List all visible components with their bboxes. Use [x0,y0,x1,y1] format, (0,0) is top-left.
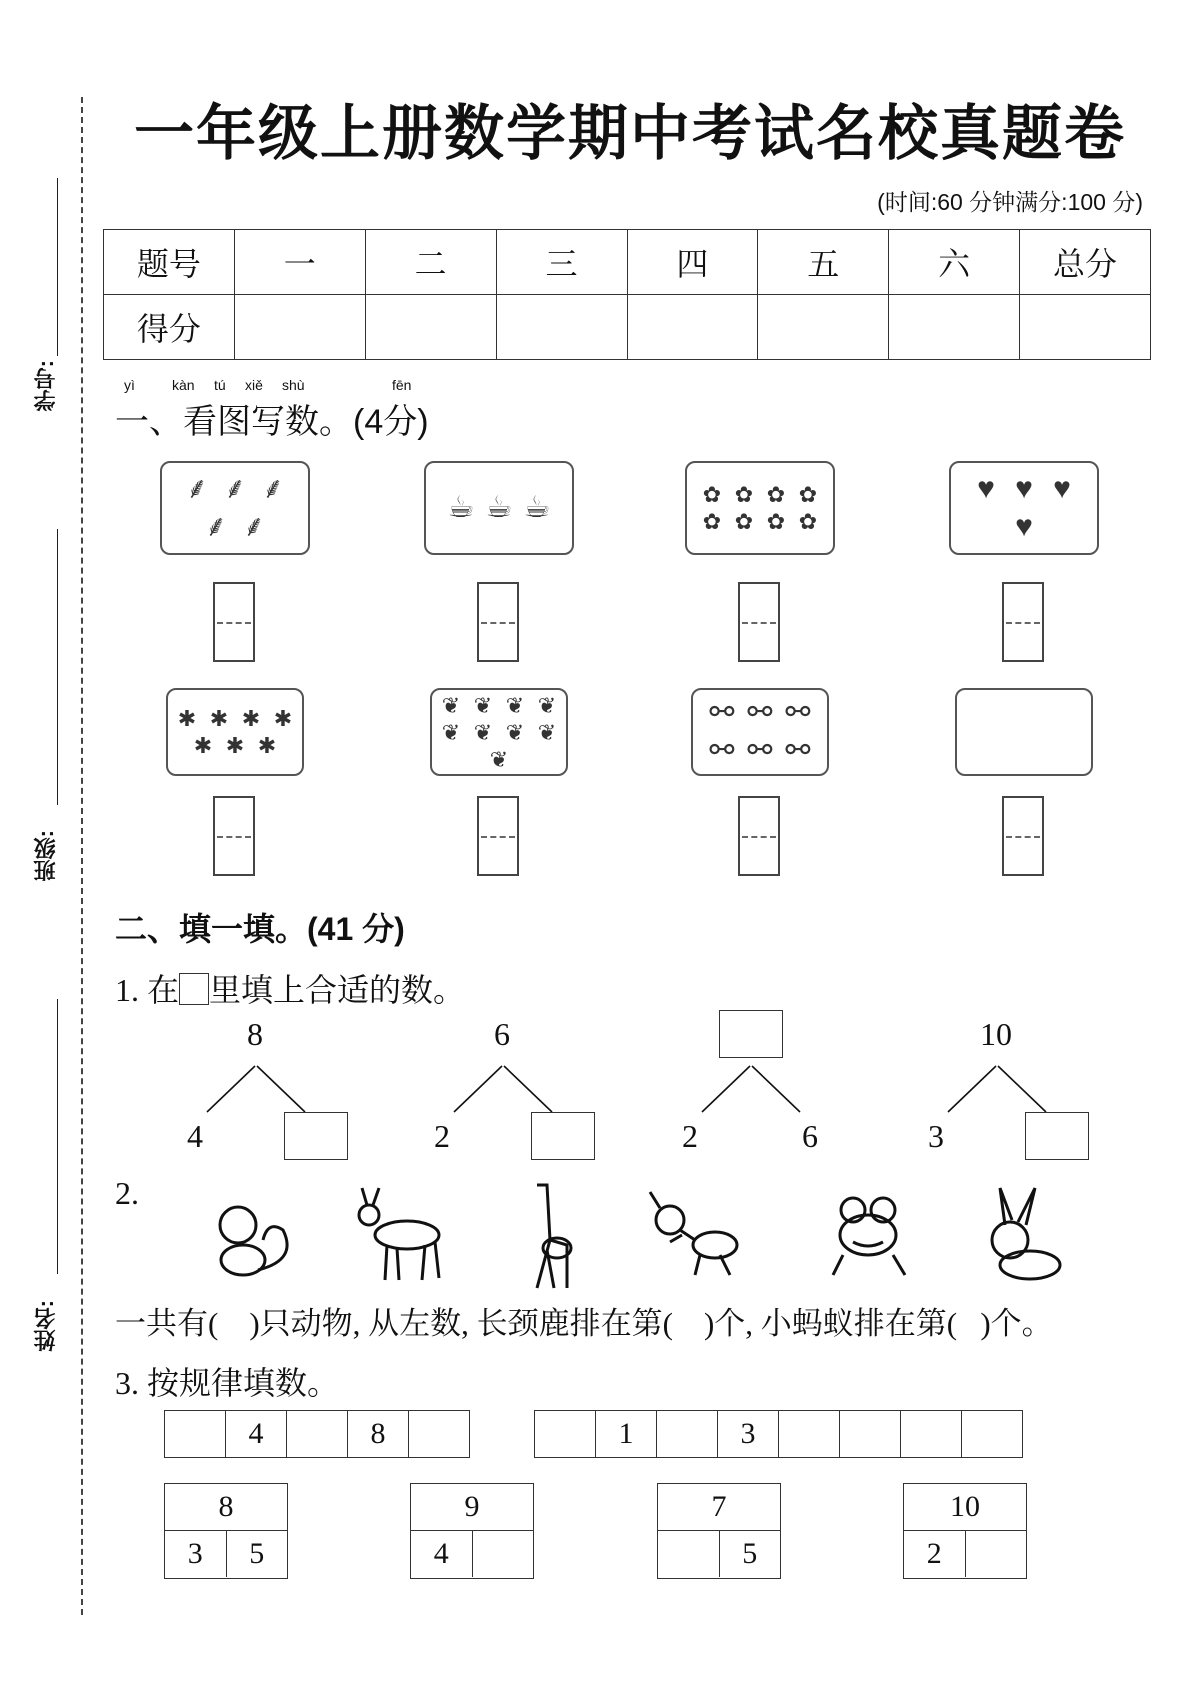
header-cell: 六 [889,230,1020,295]
parts-row [904,1531,1026,1577]
section2-heading: 二、填一填。(41 分) [115,911,405,947]
score-cell[interactable] [1020,295,1151,360]
sequence-number: 4 [226,1411,287,1457]
bond-answer-box[interactable] [719,1010,783,1058]
score-cell[interactable] [627,295,758,360]
dragonfly-icon: ✱ [225,733,245,758]
sequence-blank[interactable] [962,1411,1022,1457]
header-cell: 题号 [104,230,235,295]
sequence-number: 3 [718,1411,779,1457]
exam-info: (时间:60 分钟满分:100 分) [877,189,1143,215]
cup-icon: ☕ [485,491,513,524]
sequence-number: 8 [348,1411,409,1457]
strawberry-icon: ♥ [1053,472,1071,505]
binding-dashed-line [81,97,83,1615]
dragonfly-icon: ✱ [257,733,277,758]
cup-icon: ☕ [447,491,475,524]
score-cell[interactable] [234,295,365,360]
bond-number: 8 [247,1016,263,1052]
rabbit-icon: ⸙ [185,472,209,505]
bone-icon: ⚯ [785,734,811,767]
picture-box [430,688,568,776]
header-cell: 四 [627,230,758,295]
picture-box [685,461,835,555]
frog-icon [813,1180,923,1290]
score-cell[interactable] [758,295,889,360]
pepper-icon: ❦ [537,719,557,745]
rabbit-icon: ⸙ [204,510,228,543]
number-composition-box [410,1483,534,1579]
sequence-row-2 [534,1410,1023,1458]
sequence-blank[interactable] [165,1411,226,1457]
number-composition-box [657,1483,781,1579]
page-title: 一年级上册数学期中考试名校真题卷 [134,100,1126,167]
answer-box[interactable] [738,582,780,662]
row-label: 得分 [104,295,235,360]
parts-row [658,1531,780,1577]
pepper-icon: ❦ [473,719,493,745]
q1-prefix: 1. 在 [115,972,180,1008]
picture-box [424,461,574,555]
header-cell: 总分 [1020,230,1151,295]
total-number: 10 [904,1484,1026,1531]
score-table-header-row [104,230,1151,295]
bond-number: 6 [802,1118,818,1154]
bone-icon: ⚯ [709,734,735,767]
bone-icon: ⚯ [747,734,773,767]
part-blank[interactable] [966,1531,1027,1577]
bond-number: 3 [928,1118,944,1154]
pinyin: shù [282,377,305,393]
flower-icon: ✿ [766,509,786,534]
rabbit-icon: ⸙ [223,472,247,505]
pepper-icon: ❦ [505,692,525,718]
sequence-blank[interactable] [779,1411,840,1457]
part-blank[interactable] [658,1531,720,1577]
name-label: 姓名: [33,1300,58,1352]
part-number: 4 [411,1531,473,1577]
q1-instruction [115,965,465,1011]
bone-icon: ⚯ [747,696,773,729]
q1-suffix: 里填上合适的数。 [209,972,466,1008]
pinyin: yì [124,377,135,393]
pinyin: fēn [392,377,412,393]
deer-icon [347,1180,457,1290]
sequence-blank[interactable] [657,1411,718,1457]
number-composition-box [164,1483,288,1579]
name-line [57,999,58,1274]
picture-box [949,461,1099,555]
dragonfly-icon: ✱ [209,706,229,731]
ant-icon [640,1180,750,1290]
picture-box [955,688,1093,776]
part-number: 5 [742,1537,758,1570]
total-number: 8 [165,1484,287,1531]
bond-number: 2 [434,1118,450,1154]
header-cell: 三 [496,230,627,295]
q2-sentence: 一共有( )只动物, 从左数, 长颈鹿排在第( )个, 小蚂蚁排在第( )个。 [115,1306,1053,1341]
student-id-line [57,178,58,356]
header-cell: 二 [365,230,496,295]
flower-icon: ✿ [734,482,754,507]
flower-icon: ✿ [798,509,818,534]
sequence-blank[interactable] [287,1411,348,1457]
box-icon [179,973,209,1005]
strawberry-icon: ♥ [977,472,995,505]
total-number: 7 [658,1484,780,1531]
answer-box[interactable] [1002,582,1044,662]
bond-answer-box[interactable] [284,1112,348,1160]
pepper-icon: ❦ [441,719,461,745]
answer-box[interactable] [1002,796,1044,876]
bond-number: 10 [980,1016,1012,1052]
pinyin: tú [214,377,226,393]
sequence-blank[interactable] [535,1411,596,1457]
sequence-blank[interactable] [409,1411,469,1457]
bond-number: 2 [682,1118,698,1154]
flower-icon: ✿ [702,509,722,534]
pepper-icon: ❦ [473,692,493,718]
answer-box[interactable] [477,582,519,662]
answer-box[interactable] [738,796,780,876]
pepper-icon: ❦ [505,719,525,745]
rabbit-icon: ⸙ [242,510,266,543]
picture-box [166,688,304,776]
strawberry-icon: ♥ [1015,510,1033,543]
flower-icon: ✿ [798,482,818,507]
header-cell: 一 [234,230,365,295]
part-number: 2 [904,1531,966,1577]
bond-number: 4 [187,1118,203,1154]
number-composition-box [903,1483,1027,1579]
bone-icon: ⚯ [709,696,735,729]
q3-label: 3. 按规律填数。 [115,1365,340,1401]
score-cell[interactable] [496,295,627,360]
class-line [57,529,58,805]
sequence-blank[interactable] [840,1411,901,1457]
dragonfly-icon: ✱ [177,706,197,731]
parts-row [411,1531,533,1577]
answer-box[interactable] [477,796,519,876]
giraffe-icon [492,1180,602,1290]
squirrel-icon [198,1180,308,1290]
pepper-icon: ❦ [489,746,509,772]
part-number: 3 [165,1531,227,1577]
answer-box[interactable] [213,796,255,876]
cup-icon: ☕ [523,491,551,524]
flower-icon: ✿ [702,482,722,507]
dragonfly-icon: ✱ [193,733,213,758]
sequence-number: 1 [596,1411,657,1457]
strawberry-icon: ♥ [1015,472,1033,505]
header-cell: 五 [758,230,889,295]
bone-icon: ⚯ [785,696,811,729]
rabbit-icon: ⸙ [261,472,285,505]
parts-row [165,1531,287,1577]
picture-box [160,461,310,555]
pinyin: xiě [245,377,263,393]
sequence-row-1 [164,1410,470,1458]
flower-icon: ✿ [766,482,786,507]
bond-answer-box[interactable] [531,1112,595,1160]
bond-number: 6 [494,1016,510,1052]
pinyin: kàn [172,377,195,393]
student-id-label: 学号: [33,360,58,412]
sequence-blank[interactable] [901,1411,962,1457]
score-table [103,229,1151,360]
rabbit-icon [960,1180,1070,1290]
section1-heading: 一、看图写数。(4分) [115,403,429,441]
answer-box[interactable] [213,582,255,662]
total-number: 9 [411,1484,533,1531]
pepper-icon: ❦ [441,692,461,718]
bond-answer-box[interactable] [1025,1112,1089,1160]
score-table-score-row [104,295,1151,360]
pepper-icon: ❦ [537,692,557,718]
class-label: 班级: [33,830,58,882]
dragonfly-icon: ✱ [241,706,261,731]
flower-icon: ✿ [734,509,754,534]
q2-label: 2. [115,1175,139,1211]
picture-box [691,688,829,776]
part-number: 5 [249,1537,265,1570]
dragonfly-icon: ✱ [273,706,293,731]
score-cell[interactable] [365,295,496,360]
part-blank[interactable] [473,1531,534,1577]
score-cell[interactable] [889,295,1020,360]
